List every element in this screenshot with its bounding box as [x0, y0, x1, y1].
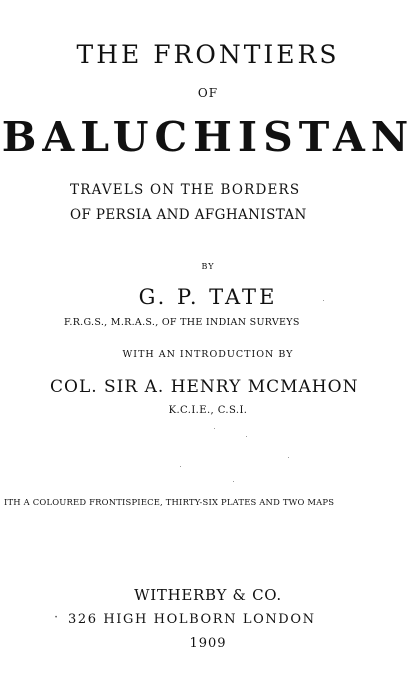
publication-year: 1909 — [189, 636, 227, 651]
by-label: BY — [201, 262, 215, 271]
scan-speck — [323, 300, 324, 301]
scan-speck — [288, 457, 289, 458]
introducer-name: COL. SIR A. HENRY MCMAHON — [50, 377, 359, 397]
publisher-address: 326 HIGH HOLBORN LONDON — [68, 612, 316, 627]
subtitle-line-2: OF PERSIA AND AFGHANISTAN — [70, 207, 307, 223]
title-line-1: THE FRONTIERS — [76, 40, 340, 69]
illustrations-note: ITH A COLOURED FRONTISPIECE, THIRTY-SIX PLATES AND TWO MAPS — [4, 497, 335, 507]
title-line-2: OF — [197, 86, 219, 100]
scan-speck — [214, 428, 215, 429]
introduction-label: WITH AN INTRODUCTION BY — [122, 349, 294, 360]
publisher-name: WITHERBY & CO. — [134, 586, 282, 604]
subtitle-line-1: TRAVELS ON THE BORDERS — [70, 182, 301, 198]
book-title: BALUCHISTAN — [1, 113, 415, 161]
scan-speck — [246, 436, 247, 437]
author-name: G. P. TATE — [138, 285, 278, 309]
bullet-mark-icon: · — [54, 610, 59, 625]
scan-speck — [233, 481, 234, 482]
author-credentials: F.R.G.S., M.R.A.S., OF THE INDIAN SURVEYS — [64, 317, 300, 328]
introducer-credentials: K.C.I.E., C.S.I. — [168, 405, 248, 416]
scan-speck — [180, 466, 181, 467]
